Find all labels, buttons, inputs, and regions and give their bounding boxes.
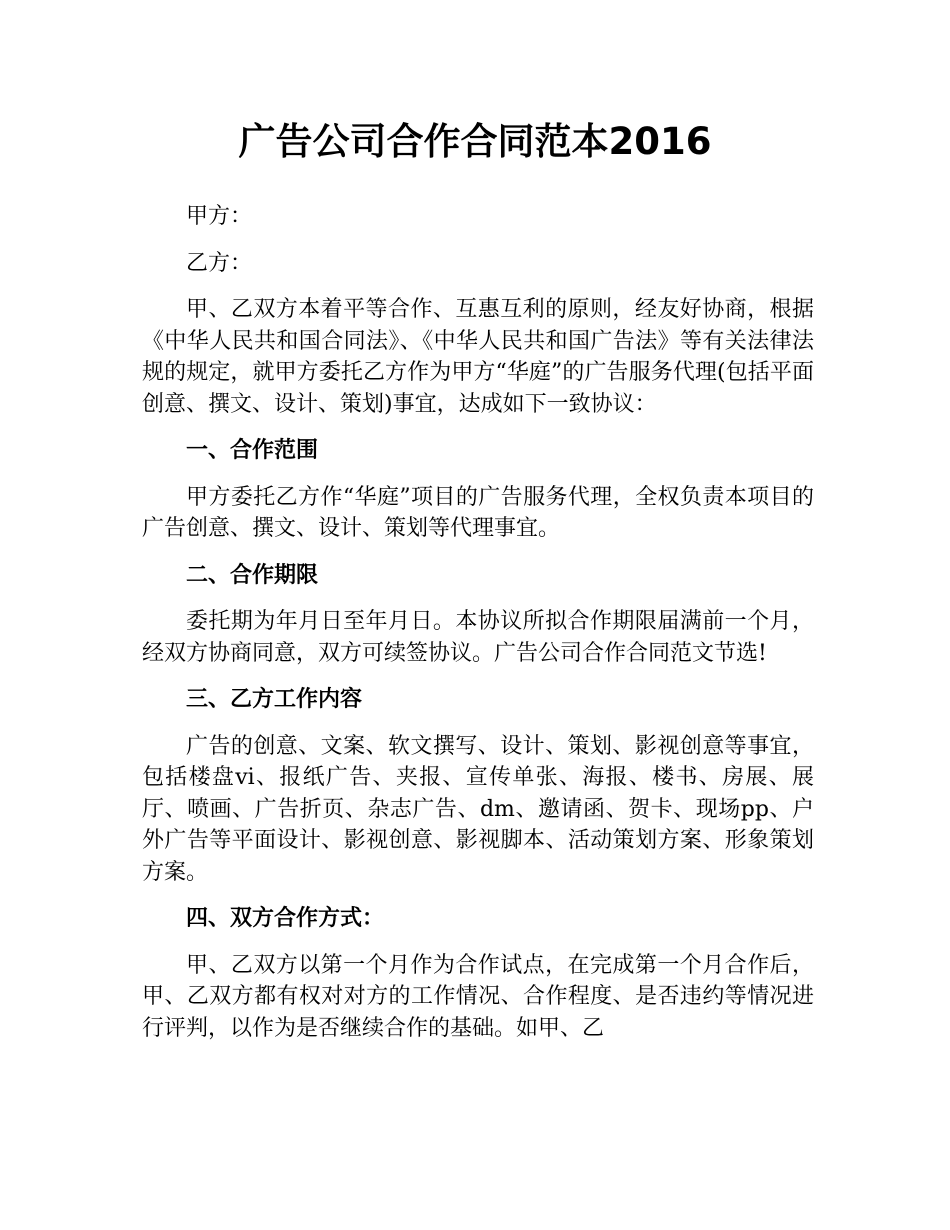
party-b-line: 乙方： xyxy=(186,250,253,276)
section-heading-term: 二、合作期限 xyxy=(186,562,319,588)
section-text-cooperation-mode: 甲、乙双方以第一个月作为合作试点，在完成第一个月合作后，甲、乙双方都有权对对方的工作情况、合作程度、是否违约等情况进行评判，以作为是否继续合作的基础。如甲、乙 xyxy=(142,952,814,1041)
section-text-term: 委托期为年月日至年月日。本协议所拟合作期限届满前一个月，经双方协商同意，双方可续签协议。广告公司合作合同范文节选! xyxy=(142,609,814,666)
section-heading-work-content: 三、乙方工作内容 xyxy=(186,687,363,712)
section-heading-cooperation-mode: 四、双方合作方式： xyxy=(186,906,385,931)
section-heading-scope: 一、合作范围 xyxy=(186,438,319,463)
document-title: 广告公司合作合同范本2016 xyxy=(238,120,712,163)
section-text-work-content: 广告的创意、文案、软文撰写、设计、策划、影视创意等事宜，包括楼盘vi、报纸广告、夹报、宣传单张、海报、楼书、房展、展厅、喷画、广告折页、杂志广告、dm、邀请函、贺卡、现场pp、户外广告等平面设计、影视创意、影视脚本、活动策划方案、形象策划方案。 xyxy=(142,733,814,885)
party-a-line: 甲方： xyxy=(186,204,253,229)
intro-paragraph: 甲、乙双方本着平等合作、互惠互利的原则，经友好协商，根据《中华人民共和国合同法》、《中华人民共和国广告法》等有关法律法规的规定，就甲方委托乙方作为甲方“华庭”的广告服务代理(包括平面创意、撰文、设计、策划)事宜，达成如下一致协议： xyxy=(142,297,814,417)
section-text-scope: 甲方委托乙方作“华庭”项目的广告服务代理，全权负责本项目的广告创意、撰文、设计、策划等代理事宜。 xyxy=(142,484,814,541)
document-body xyxy=(142,201,814,1059)
